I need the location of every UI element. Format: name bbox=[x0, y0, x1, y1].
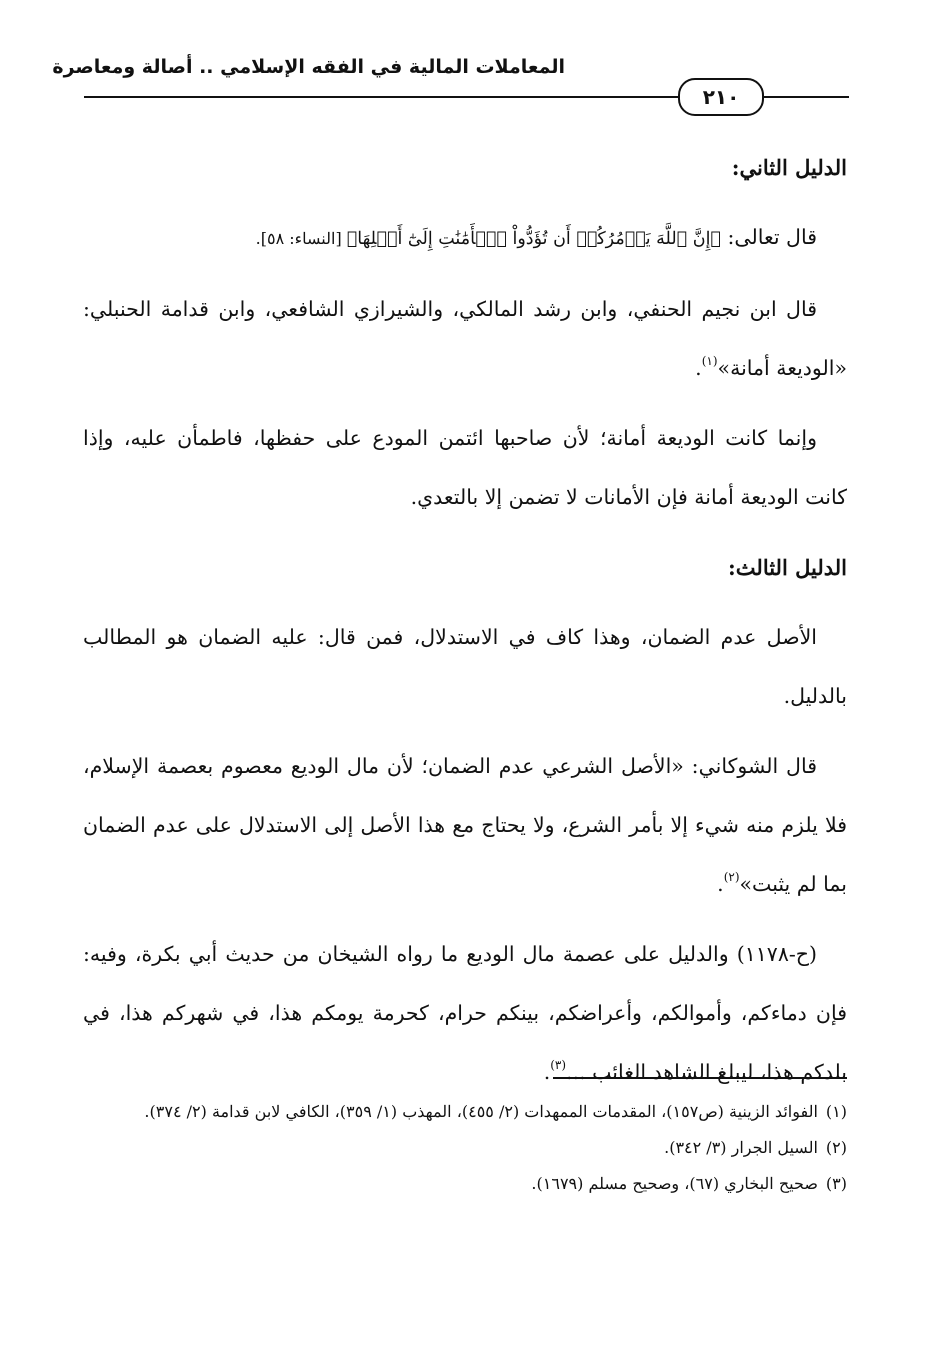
main-text bbox=[83, 138, 847, 1113]
paragraph-original-rule: الأصل عدم الضمان، وهذا كاف في الاستدلال، فمن قال: عليه الضمان هو المطالب بالدليل. bbox=[83, 625, 847, 708]
footnote-text: السيل الجرار (٣/ ٣٤٢). bbox=[664, 1138, 818, 1157]
verse-paragraph bbox=[83, 208, 847, 269]
footnote-label: (٢) bbox=[825, 1138, 847, 1157]
footnote-ref-3[interactable]: (٣) bbox=[550, 1058, 567, 1072]
paragraph-hadith-text: (ح-١١٧٨) والدليل على عصمة مال الوديع ما رواه الشيخان من حديث أبي بكرة، وفيه: فإن دماءكم، وأموالكم، وأعراضكم، بينكم حرام، كحرمة يومكم هذا، في شهركم هذا، في بلدكم هذا، ليبلغ الشاهد الغائب ... bbox=[83, 942, 847, 1084]
heading-third-evidence: الدليل الثالث: bbox=[728, 555, 847, 580]
paragraph-jurists-text: قال ابن نجيم الحنفي، وابن رشد المالكي، والشيرازي الشافعي، وابن قدامة الحنبلي: «الوديعة أمانة» bbox=[83, 297, 847, 380]
page-number: ٢١٠ bbox=[678, 78, 764, 116]
footnote-label: (١) bbox=[825, 1102, 847, 1121]
verse-reference: [النساء: ٥٨]. bbox=[255, 229, 347, 248]
footnote-text: صحيح البخاري (٦٧)، وصحيح مسلم (١٦٧٩). bbox=[531, 1174, 818, 1193]
paragraph-shawkani bbox=[83, 737, 847, 914]
paragraph-shawkani-text: قال الشوكاني: «الأصل الشرعي عدم الضمان؛ لأن مال الوديع معصوم بعصمة الإسلام، فلا يلزم منه شيء إلا بأمر الشرع، ولا يحتاج مع هذا الأصل إلى الاستدلال على عدم الضمان بما لم يثبت» bbox=[83, 754, 847, 896]
paragraph-jurists-end: . bbox=[695, 356, 702, 380]
footnotes bbox=[77, 1094, 847, 1202]
footnote-3 bbox=[77, 1166, 847, 1202]
paragraph-jurists bbox=[83, 280, 847, 398]
footnote-label: (٣) bbox=[825, 1174, 847, 1193]
footnote-separator bbox=[553, 1077, 847, 1079]
paragraph-deposit-trust: وإنما كانت الوديعة أمانة؛ لأن صاحبها ائتمن المودع على حفظها، فاطمأن عليه، وإذا كانت الوديعة أمانة فإن الأمانات لا تضمن إلا بالتعدي. bbox=[83, 426, 847, 509]
running-title: المعاملات المالية في الفقه الإسلامي .. أصالة ومعاصرة bbox=[52, 56, 565, 78]
heading-second-evidence: الدليل الثاني: bbox=[731, 155, 847, 180]
verse-intro: قال تعالى: bbox=[720, 225, 817, 249]
footnote-ref-1[interactable]: (١) bbox=[701, 354, 718, 368]
paragraph-hadith bbox=[83, 925, 847, 1102]
footnote-1 bbox=[77, 1094, 847, 1130]
footnote-2 bbox=[77, 1130, 847, 1166]
footnote-ref-2[interactable]: (٢) bbox=[723, 870, 740, 884]
quran-verse: ﴿إِنَّ ٱللَّهَ يَأۡمُرُكُمۡ أَن تُؤَدُّواْ ٱلۡأَمَٰنَٰتِ إِلَىٰٓ أَهۡلِهَا﴾ bbox=[346, 229, 721, 249]
paragraph-hadith-end: . bbox=[543, 1060, 551, 1084]
paragraph-shawkani-end: . bbox=[717, 872, 724, 896]
footnote-text: الفوائد الزينية (ص١٥٧)، المقدمات الممهدات (٢/ ٤٥٥)، المهذب (١/ ٣٥٩)، الكافي لابن قدامة (٢/ ٣٧٤). bbox=[144, 1102, 818, 1121]
